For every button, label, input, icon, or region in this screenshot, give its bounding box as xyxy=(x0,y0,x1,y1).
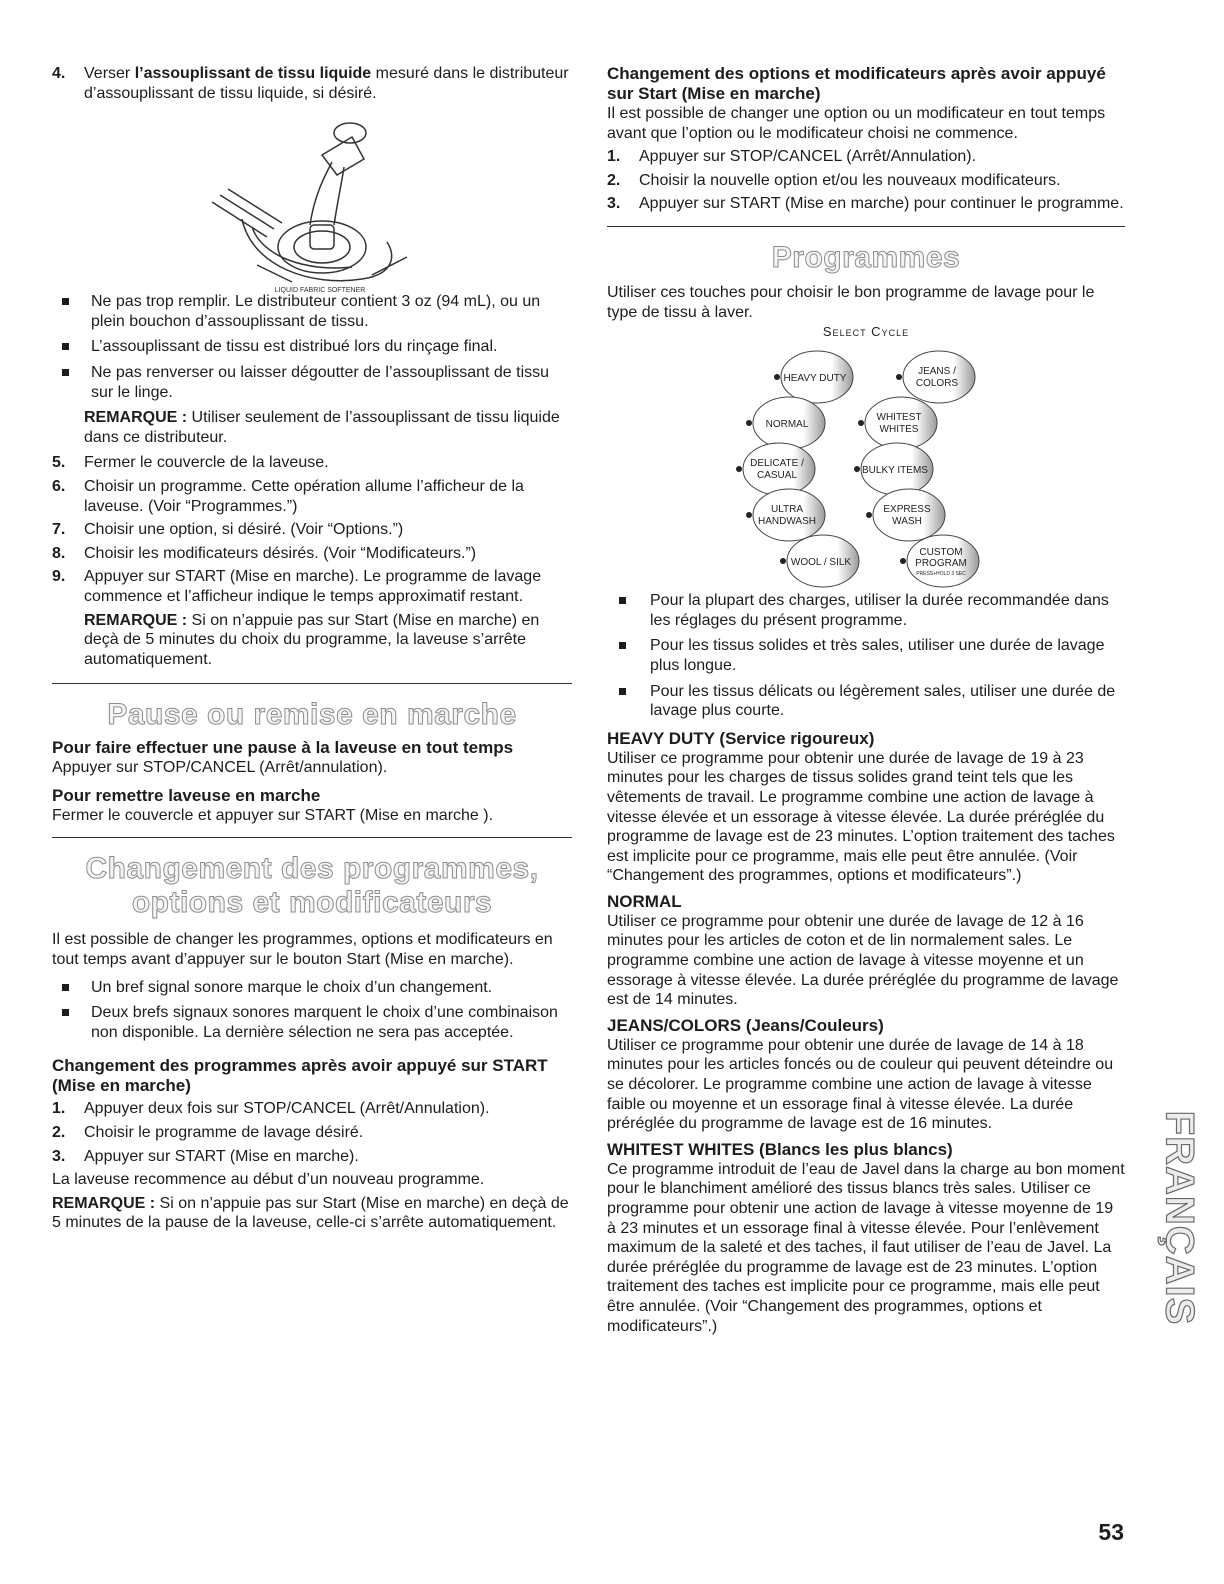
cycle-button-bulky-items[interactable] xyxy=(854,443,933,495)
heavy-duty-label: HEAVY DUTY xyxy=(783,373,847,385)
step-item: 1. Appuyer sur STOP/CANCEL (Arrêt/Annulation). xyxy=(607,148,977,166)
list-item: Pour les tissus solides et très sales, utiliser une durée de lavage plus longue. xyxy=(607,636,1125,675)
cycle-button-ultra-handwash[interactable] xyxy=(746,489,825,541)
step-item: 1. Appuyer deux fois sur STOP/CANCEL (Arrêt/Annulation). xyxy=(52,1100,490,1118)
change-program-after: La laveuse recommence au début d’un nouveau programme. xyxy=(52,1171,485,1189)
list-item: Un bref signal sonore marque le choix d’un changement. xyxy=(52,978,572,998)
steps-5-9 xyxy=(52,453,572,606)
cycle-selector-panel xyxy=(607,339,1125,589)
language-side-tab xyxy=(1153,1068,1205,1368)
softener-dispenser-illustration xyxy=(52,107,572,295)
note-2: REMARQUE : Si on n’appuie pas sur Start (Mise en marche) en deçà de 5 minutes du choix du programme, la laveuse s’arrête automatiquement. xyxy=(84,611,540,668)
normal-text: Utiliser ce programme pour obtenir une durée de lavage de 12 à 16 minutes pour les articles de coton et de lin normalement sales. Le programme combine une action de lavage à vitesse moyenne et un essorage à vitesse élevée. La durée préréglée du programme de lavage est de 14 minutes. xyxy=(607,912,1119,1009)
whitest-whites-heading: WHITEST WHITES (Blancs les plus blancs) xyxy=(607,1139,953,1159)
delicate-label: DELICATE / xyxy=(750,458,804,470)
cycle-button-custom-program[interactable] xyxy=(900,535,979,587)
step-item: 3. Appuyer sur START (Mise en marche). xyxy=(52,1147,359,1165)
cycle-button-delicate-casual[interactable] xyxy=(736,443,815,495)
wash-label: WASH xyxy=(892,516,922,528)
express-label: EXPRESS xyxy=(883,504,931,516)
whitest-label: WHITEST xyxy=(876,412,922,424)
step-number: 4. xyxy=(52,65,66,82)
step-item: 6. Choisir un programme. Cette opération allume l’afficheur de la laveuse. (Voir “Programmes.”) xyxy=(52,477,524,515)
divider xyxy=(52,683,572,684)
change-intro: Il est possible de changer les programmes, options et modificateurs en tout temps avant d’appuyer sur le bouton Start (Mise en marche). xyxy=(52,931,553,969)
step-item: 5. Fermer le couvercle de la laveuse. xyxy=(52,454,329,472)
divider xyxy=(52,837,572,838)
whitest-whites-text: Ce programme introduit de l’eau de Javel dans la charge au bon moment pour le blanchiment amélioré des tissus blancs très sales. Utiliser ce programme pour obtenir une action de lavage à vitesse moyenne de 19 à 23 minutes et un essorage final à vitesse élevée. Pour l’enlèvement maximum de la saleté et des taches, il faut utiliser de l’eau de Javel. La durée préréglée du programme de lavage est de 23 minutes. L’option traitement des taches est implicite pour ce programme, mais elle peut être annulée. (Voir “Changement des programmes, options et modificateurs”.) xyxy=(607,1160,1125,1335)
change-options-heading: Changement des options et modificateurs après avoir appuyé sur Start (Mise en marche) xyxy=(607,64,1106,103)
change-program-heading: Changement des programmes après avoir appuyé sur START (Mise en marche) xyxy=(52,1056,548,1096)
list-item: L’assouplissant de tissu est distribué lors du rinçage final. xyxy=(52,337,572,357)
jeans-colors-text: Utiliser ce programme pour obtenir une durée de lavage de 14 à 18 minutes pour les articles foncés ou de couleur qui peuvent déteindre ou se décolorer. Le programme combine une action de lavage à vitesse faible ou moyenne et un essorage final à vitesse élevée. La durée préréglée du programme de lavage est de 16 minutes. xyxy=(607,1036,1114,1133)
bulky-label: BULKY ITEMS xyxy=(862,465,928,477)
resume-heading: Pour remettre laveuse en marche xyxy=(52,785,321,805)
list-item: Deux brefs signaux sonores marquent le choix d’une combinaison non disponible. La dernière sélection ne sera pas acceptée. xyxy=(52,1003,572,1042)
note-3: REMARQUE : Si on n’appuie pas sur Start (Mise en marche) en deçà de 5 minutes de la pause de la laveuse, celle-ci s’arrête automatiquement. xyxy=(52,1194,569,1232)
list-item: Pour les tissus délicats ou légèrement sales, utiliser une durée de lavage plus courte. xyxy=(607,682,1125,721)
step-4 xyxy=(52,64,572,103)
program-bullets xyxy=(607,591,1125,721)
pause-text: Appuyer sur STOP/CANCEL (Arrêt/annulation). xyxy=(52,759,388,777)
ultra-label: ULTRA xyxy=(770,504,804,516)
cycle-button-normal[interactable] xyxy=(746,397,825,449)
right-column xyxy=(607,64,1125,1336)
step-4-bold: l’assouplissant de tissu liquide xyxy=(134,65,372,82)
list-item: Ne pas trop remplir. Le distributeur contient 3 oz (94 mL), ou un plein bouchon d’assouplissant de tissu. xyxy=(52,292,572,331)
programs-intro: Utiliser ces touches pour choisir le bon programme de lavage pour le type de tissu à laver. xyxy=(607,283,1095,321)
colors-label: COLORS xyxy=(915,378,959,390)
cycle-button-whitest-whites[interactable] xyxy=(858,397,937,449)
heavy-duty-text: Utiliser ce programme pour obtenir une durée de lavage de 19 à 23 minutes pour les charges de tissus solides grand teint tels que les vêtements de travail. Le programme combine une action de lavage à vitesse élevée et un essorage à vitesse élevée. La durée préréglée du programme de lavage est de 23 minutes. L’option traitement des taches est implicite pour ce programme, mais elle peut être annulée. (Voir “Changement des programmes, options et modificateurs”.) xyxy=(607,749,1115,885)
step-item: 2. Choisir le programme de lavage désiré. xyxy=(52,1124,364,1142)
page-number: 53 xyxy=(1098,1519,1124,1545)
step-item: 2. Choisir la nouvelle option et/ou les nouveaux modificateurs. xyxy=(607,171,1061,189)
step-item: 9. Appuyer sur START (Mise en marche). Le programme de lavage commence et l’afficheur indique le temps approximatif restant. xyxy=(52,568,542,605)
change-options-intro: Il est possible de changer une option ou un modificateur en tout temps avant que l’option ou le modificateur choisi ne commence. xyxy=(607,105,1106,142)
list-item: Pour la plupart des charges, utiliser la durée recommandée dans les réglages du présent programme. xyxy=(607,591,1125,630)
normal-heading: NORMAL xyxy=(607,891,682,911)
program-label: PROGRAM xyxy=(915,558,967,570)
whites-label: WHITES xyxy=(879,424,919,436)
handwash-label: HANDWASH xyxy=(758,516,816,528)
step-4-post: mesuré dans le distributeur d’assouplissant de tissu liquide, si désiré. xyxy=(84,65,569,102)
note-1: REMARQUE : Utiliser seulement de l’assouplissant de tissu liquide dans ce distributeur. xyxy=(84,409,560,446)
wool-label: WOOL / SILK xyxy=(790,557,852,569)
cycle-button-jeans-colors[interactable] xyxy=(896,351,975,403)
cycle-button-heavy-duty[interactable] xyxy=(774,351,853,403)
pause-heading: Pour faire effectuer une pause à la laveuse en tout temps xyxy=(52,738,514,758)
cycle-button-wool-silk[interactable] xyxy=(780,535,859,587)
normal-label: NORMAL xyxy=(765,419,809,431)
resume-text: Fermer le couvercle et appuyer sur START (Mise en marche ). xyxy=(52,806,494,824)
step-4-pre: Verser xyxy=(84,65,135,82)
heavy-duty-heading: HEAVY DUTY (Service rigoureux) xyxy=(607,728,875,748)
jeans-colors-heading: JEANS/COLORS (Jeans/Couleurs) xyxy=(607,1015,884,1035)
softener-bullets xyxy=(52,292,572,402)
casual-label: CASUAL xyxy=(756,470,798,482)
left-column xyxy=(52,64,572,1233)
change-section-title-line1: Changement des programmes, xyxy=(85,852,539,886)
select-cycle-label: Select Cycle xyxy=(822,324,910,340)
divider xyxy=(607,226,1125,227)
programs-section-title: Programmes xyxy=(771,240,961,274)
change-section-title-line2: options et modificateurs xyxy=(131,886,493,920)
step-item: 3. Appuyer sur START (Mise en marche) pour continuer le programme. xyxy=(607,195,1124,213)
pause-section-title: Pause ou remise en marche xyxy=(107,698,517,732)
custom-sub-label: PRESS+HOLD 3 SEC xyxy=(916,571,966,578)
list-item: Ne pas renverser ou laisser dégoutter de l’assouplissant de tissu sur le linge. xyxy=(52,363,572,402)
step-item: 8. Choisir les modificateurs désirés. (Voir “Modificateurs.”) xyxy=(52,544,477,562)
cycle-button-express-wash[interactable] xyxy=(866,489,945,541)
custom-label: CUSTOM xyxy=(919,547,963,559)
jeans-label: JEANS / xyxy=(918,366,956,378)
language-label: FRANÇAIS xyxy=(1157,1110,1202,1326)
dispenser-label: LIQUID FABRIC SOFTENER xyxy=(274,287,366,295)
step-item: 7. Choisir une option, si désiré. (Voir “Options.”) xyxy=(52,521,404,539)
